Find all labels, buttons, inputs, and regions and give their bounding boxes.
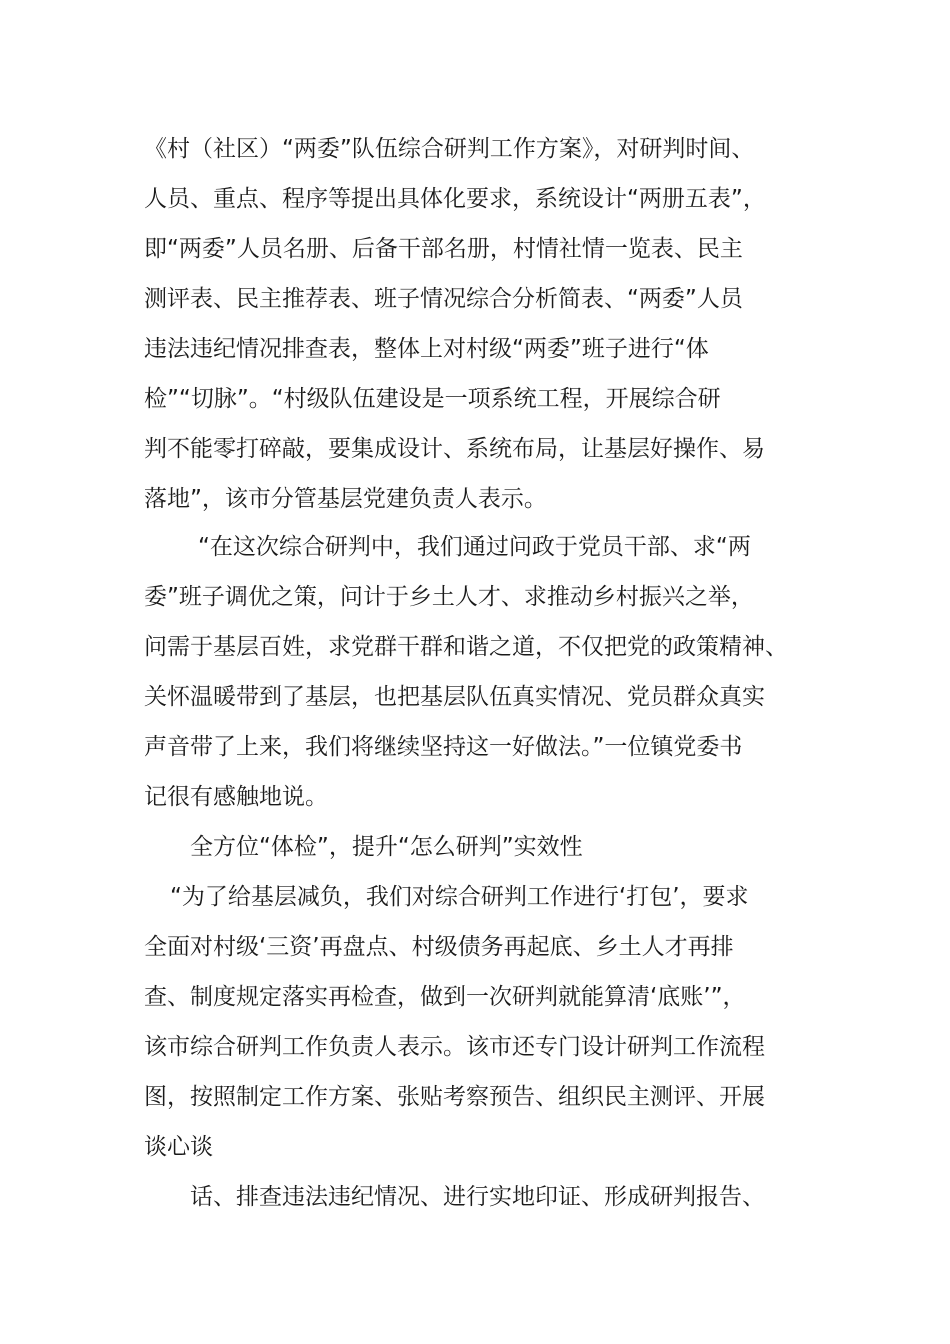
paragraph-first-line: “为了给基层减负，我们对综合研判工作进行‘打包’，要求	[170, 884, 749, 910]
section-heading: 全方位“体检”，提升“怎么研判”实效性	[190, 834, 583, 860]
text-line: 检”“切脉”。“村级队伍建设是一项系统工程，开展综合研	[144, 386, 721, 412]
text-line: 该市综合研判工作负责人表示。该市还专门设计研判工作流程	[144, 1034, 765, 1060]
text-line: 关怀温暖带到了基层，也把基层队伍真实情况、党员群众真实	[144, 684, 765, 710]
text-line: 谈心谈	[144, 1134, 213, 1160]
text-line: 委”班子调优之策，问计于乡土人才、求推动乡村振兴之举，	[144, 584, 754, 610]
text-line: 记很有感触地说。	[144, 784, 328, 810]
text-line: 图，按照制定工作方案、张贴考察预告、组织民主测评、开展	[144, 1084, 765, 1110]
text-line: 《村（社区）“两委”队伍综合研判工作方案》，对研判时间、	[144, 136, 755, 162]
text-line: 测评表、民主推荐表、班子情况综合分析简表、“两委”人员	[144, 286, 743, 312]
text-line: 违法违纪情况排查表，整体上对村级“两委”班子进行“体	[144, 336, 709, 362]
text-line: 落地”，该市分管基层党建负责人表示。	[144, 486, 547, 512]
text-line: 人员、重点、程序等提出具体化要求，系统设计“两册五表”，	[144, 186, 766, 212]
text-line: 判不能零打碎敲，要集成设计、系统布局，让基层好操作、易	[144, 436, 765, 462]
paragraph-first-line: 话、排查违法违纪情况、进行实地印证、形成研判报告、	[190, 1184, 765, 1210]
text-line: 全面对村级‘三资’再盘点、村级债务再起底、乡土人才再排	[144, 934, 734, 960]
text-line: 即“两委”人员名册、后备干部名册，村情社情一览表、民主	[144, 236, 743, 262]
text-line: 查、制度规定落实再检查，做到一次研判就能算清‘底账’”，	[144, 984, 746, 1010]
paragraph-first-line: “在这次综合研判中，我们通过问政于党员干部、求“两	[198, 534, 751, 560]
text-line: 问需于基层百姓，求党群干群和谐之道，不仅把党的政策精神、	[144, 634, 788, 660]
text-line: 声音带了上来，我们将继续坚持这一好做法。”一位镇党委书	[144, 734, 743, 760]
